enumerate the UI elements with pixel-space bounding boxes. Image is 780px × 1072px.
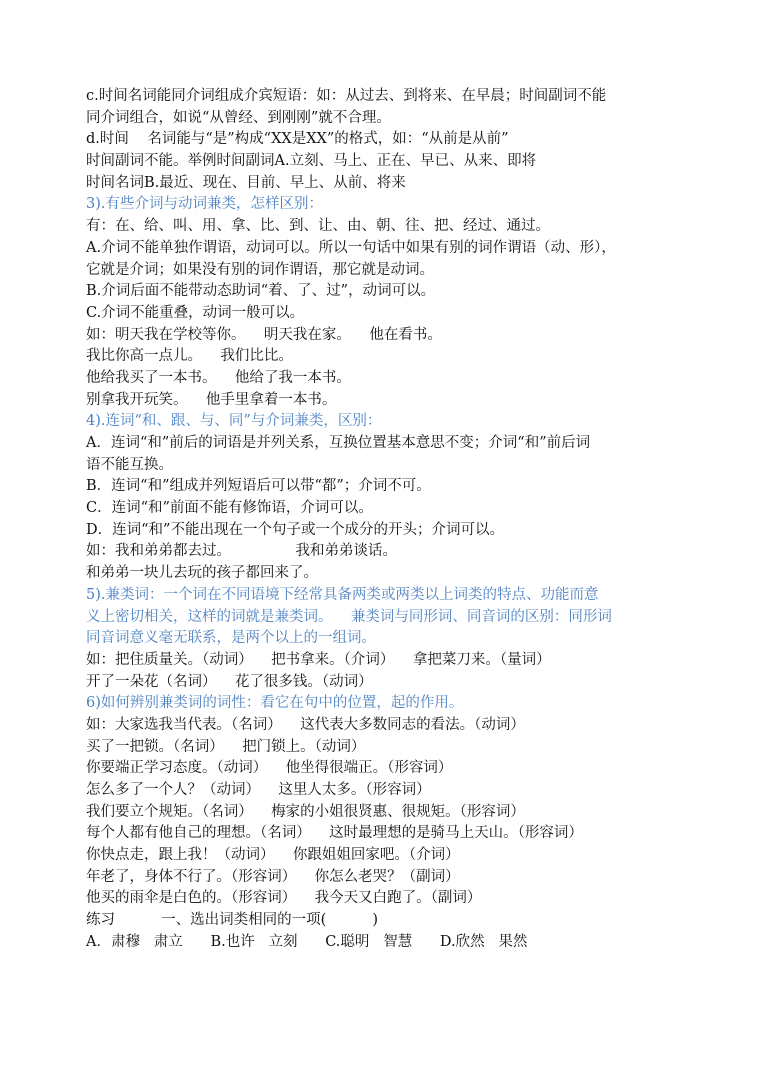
text-line: 时间副词不能。举例时间副词A.立刻、马上、正在、早已、从来、即将	[86, 153, 537, 170]
text-line: d.时间 名词能与“是”构成“XX是XX”的格式，如：“从前是从前”	[86, 131, 509, 148]
text-line: C．连词“和”前面不能有修饰语，介词可以。	[86, 500, 373, 517]
section-heading: 6)如何辨别兼类词的词性：看它在句中的位置，起的作用。	[86, 695, 464, 712]
example-line: 如：明天我在学校等你。 明天我在家。 他在看书。	[86, 326, 442, 343]
example-line: 我们要立个规矩。（名词） 梅家的小姐很贤惠、很规矩。（形容词）	[86, 803, 525, 820]
section-heading: 义上密切相关，这样的词就是兼类词。 兼类词与同形词、同音词的区别：同形词	[86, 608, 612, 625]
example-line: 你快点走，跟上我！（动词） 你跟姐姐回家吧。（介词）	[86, 847, 460, 864]
example-line: 别拿我开玩笑。 他手里拿着一本书。	[86, 391, 337, 408]
example-line: 如：大家选我当代表。（名词） 这代表大多数同志的看法。（动词）	[86, 716, 525, 733]
section-heading: 5).兼类词：一个词在不同语境下经常具备两类或两类以上词类的特点、功能而意	[86, 586, 599, 603]
text-line: 语不能互换。	[86, 456, 173, 473]
example-line: 年老了，身体不行了。（形容词） 你怎么老哭？（副词）	[86, 868, 460, 885]
section-heading: 同音词意义毫无联系，是两个以上的一组词。	[86, 630, 376, 647]
text-line: B.介词后面不能带动态助词“着、了、过”，动词可以。	[86, 283, 436, 300]
example-line: 和弟弟一块儿去玩的孩子都回来了。	[86, 565, 318, 582]
text-line: B．连词“和”组成并列短语后可以带“都”；介词不可。	[86, 478, 431, 495]
text-line: D．连词“和”不能出现在一个句子或一个成分的开头；介词可以。	[86, 521, 504, 538]
text-line: c.时间名词能同介词组成介宾短语：如：从过去、到将来、在早晨；时间副词不能	[86, 88, 607, 104]
example-line: 我比你高一点儿。 我们比比。	[86, 348, 293, 365]
exercise-title: 练习 一、选出词类相同的一项( )	[86, 912, 378, 929]
section-heading: 3).有些介词与动词兼类，怎样区别：	[86, 196, 323, 213]
text-line: 时间名词B.最近、现在、目前、早上、从前、将来	[86, 174, 406, 191]
example-line: 他给我买了一本书。 他给了我一本书。	[86, 369, 351, 386]
example-line: 开了一朵花（名词） 花了很多钱。（动词）	[86, 673, 373, 690]
example-line: 你要端正学习态度。（动词） 他坐得很端正。（形容词）	[86, 760, 453, 777]
example-line: 如：我和弟弟都去过。 我和弟弟谈话。	[86, 543, 398, 560]
text-line: 它就是介词；如果没有别的词作谓语，那它就是动词。	[86, 261, 434, 278]
example-line: 怎么多了一个人？（动词） 这里人太多。（形容词）	[86, 782, 431, 798]
text-line: 有：在、给、叫、用、拿、比、到、让、由、朝、往、把、经过、通过。	[86, 218, 550, 235]
text-line: C.介词不能重叠，动词一般可以。	[86, 304, 305, 321]
text-line: 同介词组合，如说“从曾经、到刚刚”就不合理。	[86, 109, 391, 126]
text-line: A.介词不能单独作谓语，动词可以。所以一句话中如果有别的词作谓语（动、形），	[86, 239, 616, 256]
text-line: A．连词“和”前后的词语是并列关系，互换位置基本意思不变；介词“和”前后词	[86, 435, 591, 451]
example-line: 如：把住质量关。（动词） 把书拿来。（介词） 拿把菜刀来。（量词）	[86, 651, 551, 668]
example-line: 他买的雨伞是白色的。（形容词） 我今天又白跑了。（副词）	[86, 890, 482, 907]
example-line: 每个人都有他自己的理想。（名词） 这时最理想的是骑马上天山。（形容词）	[86, 825, 583, 842]
example-line: 买了一把锁。（名词） 把门锁上。（动词）	[86, 738, 366, 755]
exercise-options: A．肃穆 肃立 B.也许 立刻 C.聪明 智慧 D.欣然 果然	[86, 933, 528, 950]
section-heading: 4).连词“和、跟、与、同”与介词兼类，区别：	[86, 413, 382, 430]
document-page	[86, 86, 696, 954]
